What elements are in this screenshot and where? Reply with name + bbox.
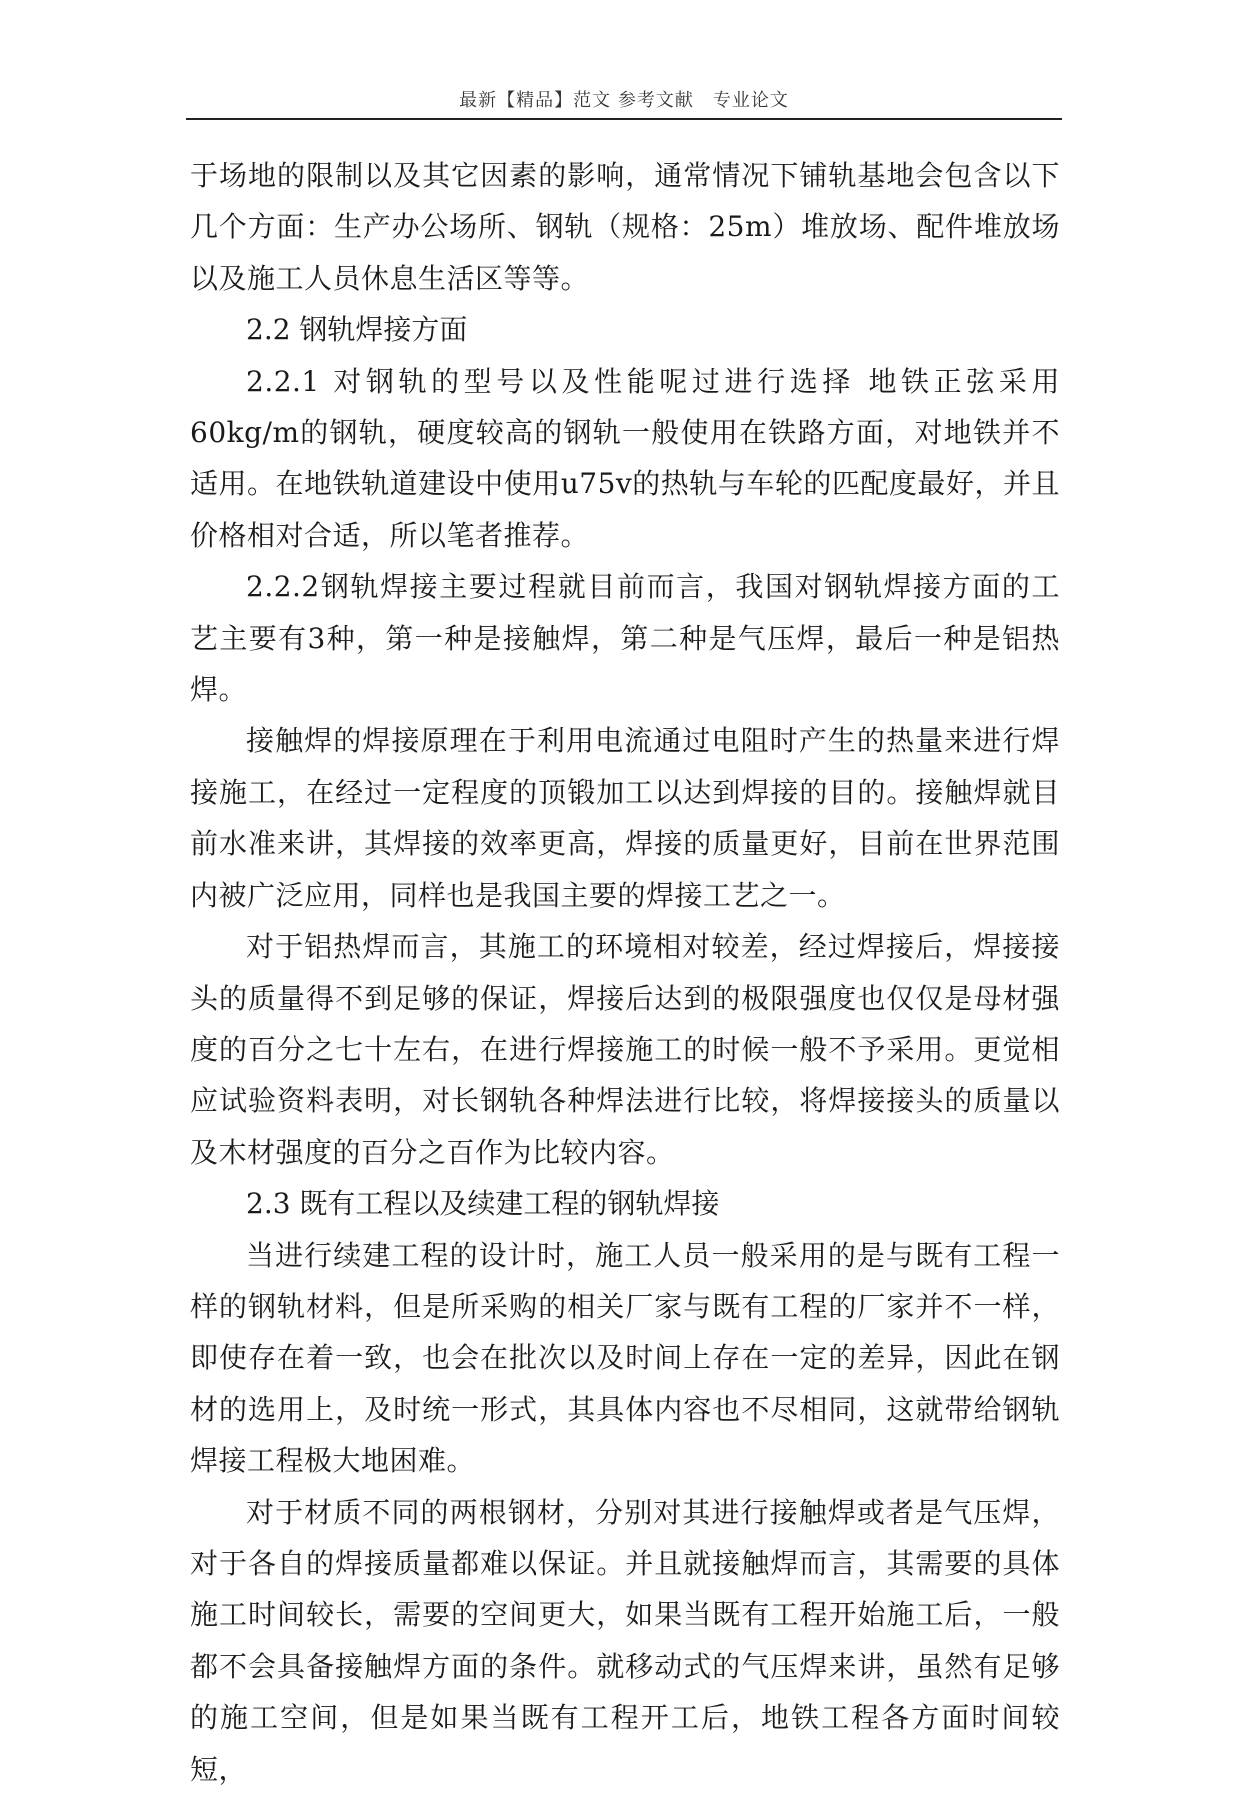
paragraph-different-materials: 对于材质不同的两根钢材，分别对其进行接触焊或者是气压焊，对于各自的焊接质量都难以保证。并且就接触焊而言，其需要的具体施工时间较长，需要的空间更大，如果当既有工程开始施工后，一般都不会具备接触焊方面的条件。就移动式的气压焊来讲，虽然有足够的施工空间，但是如果当既有工程开工后，地铁工程各方面时间较短，: [190, 1495, 1060, 1786]
paragraph-contact-welding: 接触焊的焊接原理在于利用电流通过电阻时产生的热量来进行焊接施工，在经过一定程度的顶锻加工以达到焊接的目的。接触焊就目前水准来讲，其焊接的效率更高，焊接的质量更好，目前在世界范围内被广泛应用，同样也是我国主要的焊接工艺之一。: [190, 724, 1060, 912]
paragraph-continued-construction: 当进行续建工程的设计时，施工人员一般采用的是与既有工程一样的钢轨材料，但是所采购的相关厂家与既有工程的厂家并不一样，即使存在着一致，也会在批次以及时间上存在一定的差异，因此在钢材的选用上，及时统一形式，其具体内容也不尽相同，这就带给钢轨焊接工程极大地困难。: [190, 1238, 1060, 1478]
document-body: [190, 150, 1060, 1795]
header-text: 最新【精品】范文 参考文献 专业论文: [459, 90, 789, 111]
paragraph-thermite-welding: 对于铝热焊而言，其施工的环境相对较差，经过焊接后，焊接接头的质量得不到足够的保证，焊接后达到的极限强度也仅仅是母材强度的百分之七十左右，在进行焊接施工的时候一般不予采用。更觉相应试验资料表明，对长钢轨各种焊法进行比较，将焊接接头的质量以及木材强度的百分之百作为比较内容。: [190, 930, 1060, 1169]
section-heading-2-3: 2.3 既有工程以及续建工程的钢轨焊接: [246, 1187, 720, 1221]
page-header: [186, 84, 1062, 120]
paragraph-2-2-1: 2.2.1 对钢轨的型号以及性能呢过进行选择 地铁正弦采用60kg/m的钢轨，硬度较高的钢轨一般使用在铁路方面，对地铁并不适用。在地铁轨道建设中使用u75v的热轨与车轮的匹配度最好，并且价格相对合适，所以笔者推荐。: [190, 364, 1060, 552]
section-heading-2-2: 2.2 钢轨焊接方面: [246, 313, 468, 347]
paragraph-continuation: 于场地的限制以及其它因素的影响，通常情况下铺轨基地会包含以下几个方面：生产办公场所、钢轨（规格：25m）堆放场、配件堆放场以及施工人员休息生活区等等。: [190, 159, 1060, 295]
paragraph-2-2-2: 2.2.2钢轨焊接主要过程就目前而言，我国对钢轨焊接方面的工艺主要有3种，第一种是接触焊，第二种是气压焊，最后一种是铝热焊。: [190, 570, 1060, 707]
